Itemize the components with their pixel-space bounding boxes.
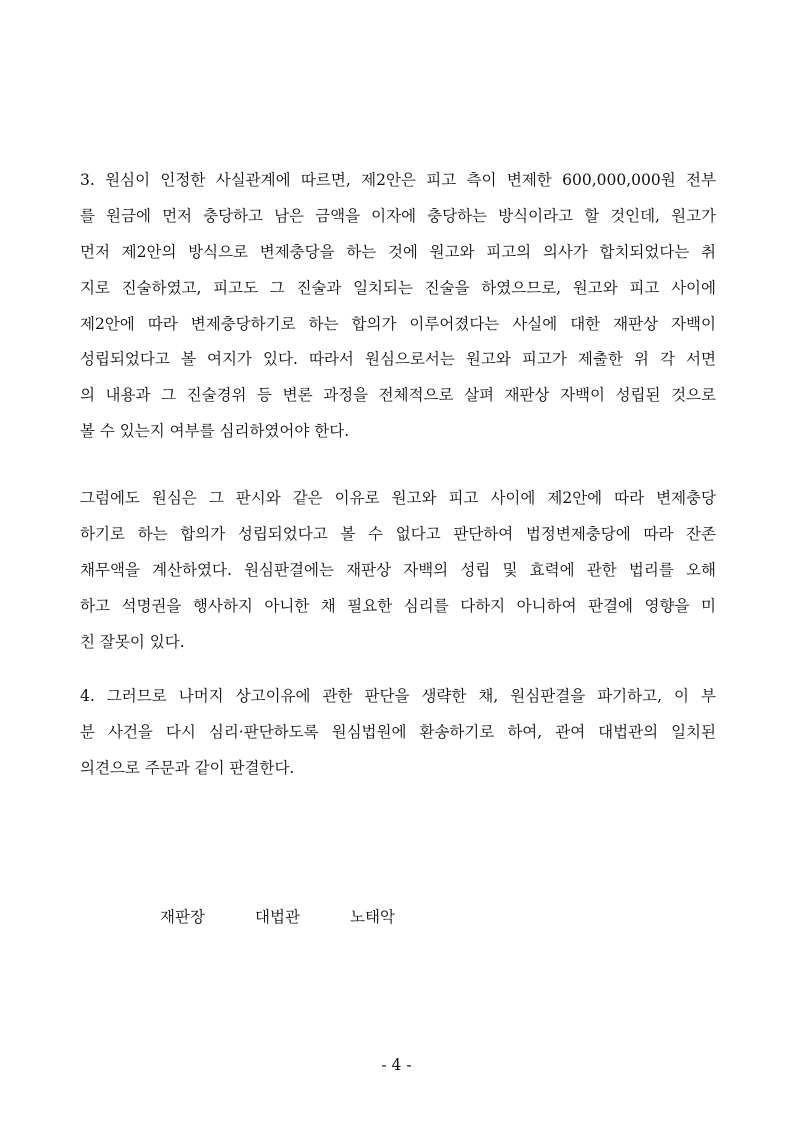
page-number: - 4 - [381,1056,412,1074]
paragraph-line: 친 잘못이 있다. [80,633,185,651]
paragraph-line: 의견으로 주문과 같이 판결한다. [80,759,295,777]
paragraph-line: 먼저 제2안의 방식으로 변제충당을 하는 것에 원고와 피고의 의사가 합치되었다는 취 [80,243,716,261]
paragraph-line: 3. 원심이 인정한 사실관계에 따르면, 제2안은 피고 측이 변제한 600,000,000원 전부 [80,171,716,189]
signature-name: 노태악 [350,908,395,926]
paragraph-line: 성립되었다고 볼 여지가 있다. 따라서 원심으로서는 원고와 피고가 제출한 위 각 서면 [80,350,716,368]
paragraph-line: 채무액을 계산하였다. 원심판결에는 재판상 자백의 성립 및 효력에 관한 법리를 오해 [80,561,716,579]
paragraph-line: 를 원금에 먼저 충당하고 남은 금액을 이자에 충당하는 방식이라고 할 것인데, 원고가 [80,207,716,225]
paragraph-line: 4. 그러므로 나머지 상고이유에 관한 판단을 생략한 채, 원심판결을 파기하고, 이 부 [80,687,716,705]
signature-role-chief: 재판장 [160,908,205,926]
paragraph-line: 하고 석명권을 행사하지 아니한 채 필요한 심리를 다하지 아니하여 판결에 영향을 미 [80,597,716,615]
signature-role-justice: 대법관 [255,908,300,926]
paragraph-line: 볼 수 있는지 여부를 심리하였어야 한다. [80,422,350,440]
paragraph-line: 그럼에도 원심은 그 판시와 같은 이유로 원고와 피고 사이에 제2안에 따라 변제충당 [80,489,716,507]
paragraph-line: 지로 진술하였고, 피고도 그 진술과 일치되는 진술을 하였으므로, 원고와 피고 사이에 [80,279,716,297]
paragraph-line: 의 내용과 그 진술경위 등 변론 과정을 전체적으로 살펴 재판상 자백이 성립된 것으로 [80,386,716,404]
paragraph-line: 분 사건을 다시 심리·판단하도록 원심법원에 환송하기로 하여, 관여 대법관의 일치된 [80,723,716,741]
paragraph-line: 제2안에 따라 변제충당하기로 하는 합의가 이루어졌다는 사실에 대한 재판상 자백이 [80,315,716,333]
paragraph-line: 하기로 하는 합의가 성립되었다고 볼 수 없다고 판단하여 법정변제충당에 따라 잔존 [80,525,716,543]
